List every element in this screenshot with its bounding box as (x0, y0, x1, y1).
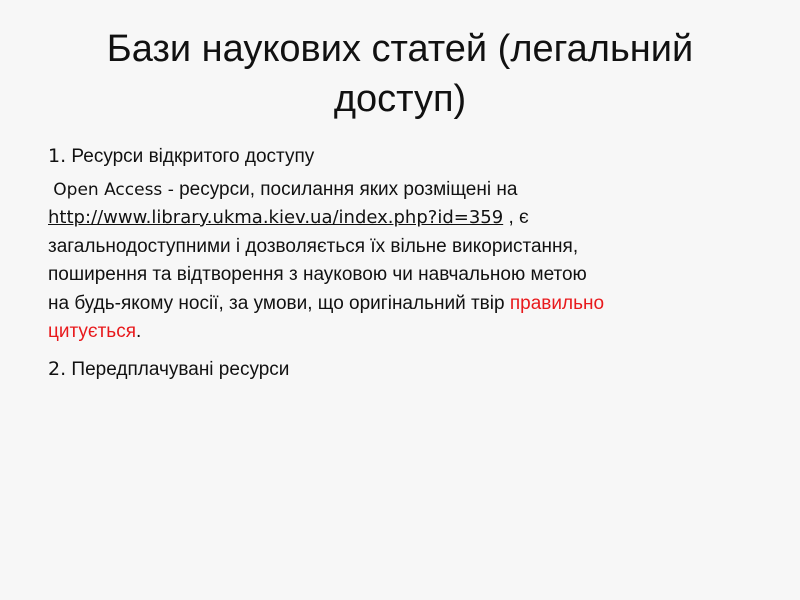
slide-body (48, 142, 768, 384)
list-item-1 (48, 142, 768, 172)
open-access-label: Open Access - (53, 179, 174, 200)
title-line-1: Бази наукових статей (легальний (106, 28, 694, 70)
open-access-paragraph (48, 176, 768, 347)
highlight-word-2: цитується (48, 321, 136, 342)
paragraph-line-5: на будь-якому носії, за умови, що оригінальний твір (48, 292, 505, 314)
list-item-2-text: Передплачувані ресурси (71, 358, 290, 380)
title-line-2: доступ) (333, 78, 467, 120)
list-item-2 (48, 355, 768, 385)
paragraph-line-3: загальнодоступними і дозволяється їх вільне використання, (48, 235, 579, 257)
paragraph-period: . (136, 321, 142, 342)
paragraph-line-4: поширення та відтворення з науковою чи навчальною метою (48, 264, 587, 285)
list-item-2-number: 2. (48, 357, 67, 380)
list-item-1-text: Ресурси відкритого доступу (71, 146, 315, 167)
paragraph-after-link: , є (508, 207, 529, 228)
paragraph-intro: ресурси, посилання яких розміщені на (179, 178, 518, 200)
highlight-word-1: правильно (509, 292, 605, 314)
library-link[interactable]: http://www.library.ukma.kiev.ua/index.php?id=359 (48, 207, 504, 228)
list-item-1-number: 1. (48, 145, 67, 167)
slide-title (40, 24, 760, 124)
